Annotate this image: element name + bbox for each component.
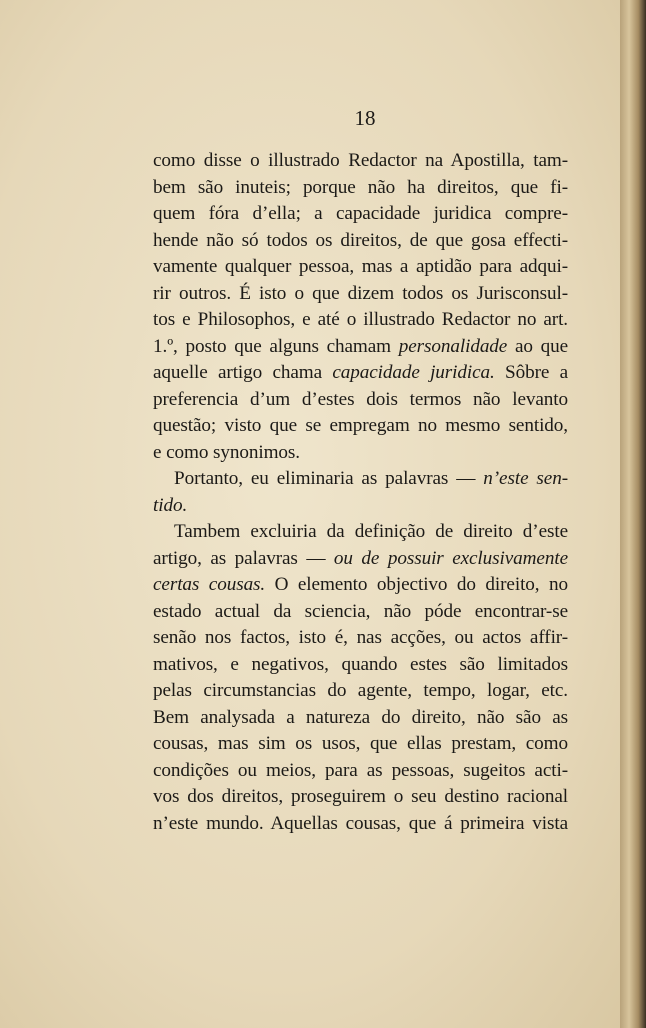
text-line: questão; visto que se empregam no mesmo sentido, [153, 415, 568, 436]
text-line: n’este mundo. Aquellas cousas, que á primeira vista [153, 812, 568, 834]
italic-run: ou de possuir exclusivamente [333, 547, 568, 569]
italic-run: personalidade [398, 335, 508, 357]
body-text [153, 148, 568, 837]
text-line: como disse o illustrado Redactor na Apostilla, tam- [153, 150, 568, 171]
text-line: estado actual da sciencia, não póde encontrar-se [153, 600, 568, 622]
text-run: 1.º, posto que alguns chamam [153, 335, 399, 357]
page-number: 18 [354, 106, 376, 130]
text-run: O elemento objectivo do direito, no [265, 574, 568, 595]
text-line: preferencia d’um d’estes dois termos não levanto [153, 388, 568, 410]
text-line [153, 546, 568, 573]
text-line: cousas, mas sim os usos, que ellas prestam, como [153, 733, 568, 754]
italic-run: n’este sen- [483, 468, 568, 489]
text-line: tos e Philosophos, e até o illustrado Redactor no art. [153, 309, 568, 330]
text-line: mativos, e negativos, quando estes são limitados [153, 653, 568, 675]
text-run: ao que [507, 335, 568, 357]
text-run: Portanto, eu eliminaria as palavras — [174, 468, 484, 489]
text-line [153, 334, 568, 361]
text-line: e como synonimos. [153, 441, 300, 463]
italic-run: capacidade juridica. [332, 362, 495, 383]
text-line: vamente qualquer pessoa, mas a aptidão para adqui- [153, 256, 568, 277]
text-line: vos dos direitos, proseguirem o seu destino racional [153, 786, 568, 807]
text-line [153, 493, 568, 520]
text-run: Sôbre a [494, 362, 569, 383]
text-line: quem fóra d’ella; a capacidade juridica compre- [153, 203, 568, 224]
text-line: bem são inuteis; porque não ha direitos, que fi- [153, 176, 568, 198]
text-line [153, 572, 568, 599]
italic-run: tido. [153, 494, 188, 516]
text-line: Tambem excluiria da definição de direito d’este [174, 521, 568, 542]
text-line: rir outros. É isto o que dizem todos os Jurisconsul- [153, 282, 568, 304]
text-line [153, 466, 568, 493]
text-line: hende não só todos os direitos, de que gosa effecti- [153, 229, 568, 251]
text-run: artigo, as palavras — [153, 547, 334, 569]
text-line: Bem analysada a natureza do direito, não são as [153, 706, 568, 728]
text-line: senão nos factos, isto é, nas acções, ou actos affir- [153, 627, 568, 648]
text-run: aquelle artigo chama [153, 362, 333, 383]
text-line: pelas circumstancias do agente, tempo, logar, etc. [153, 680, 568, 701]
text-line [153, 360, 568, 387]
text-line: condições ou meios, para as pessoas, sugeitos acti- [153, 759, 568, 781]
page-edge [620, 0, 646, 1028]
italic-run: certas cousas. [153, 574, 266, 595]
